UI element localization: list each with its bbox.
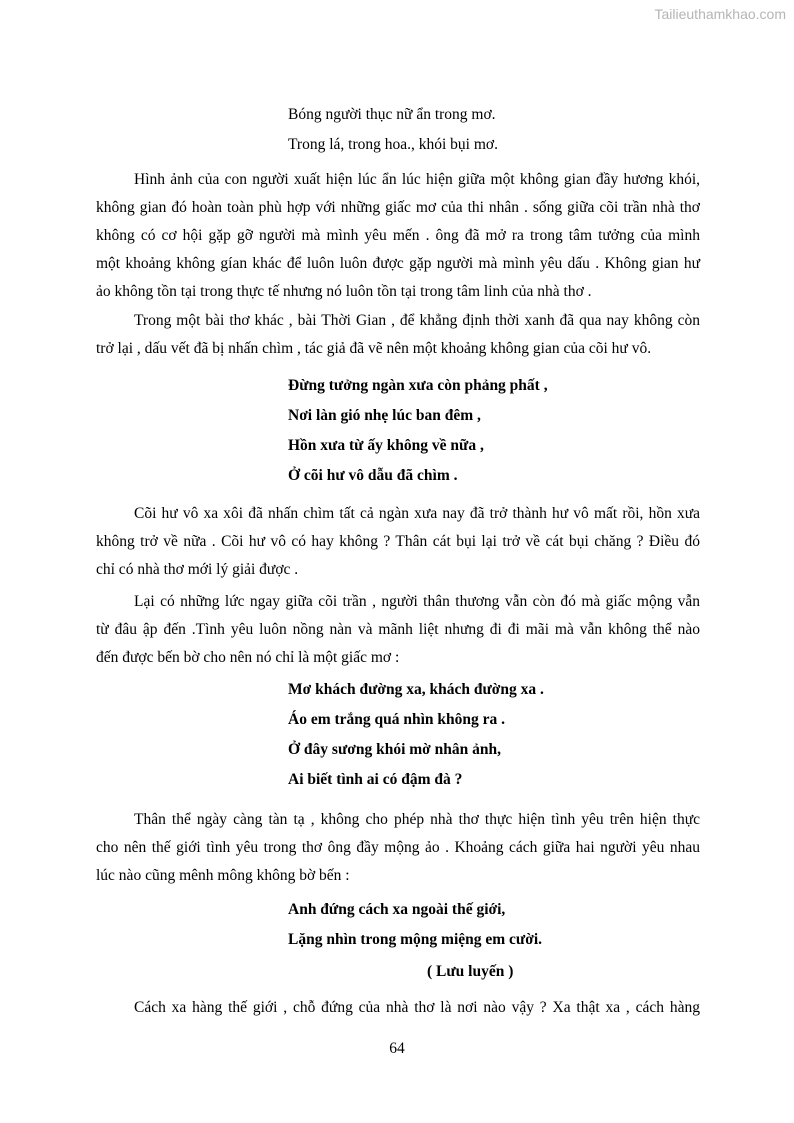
verse-line: Nơi làn gió nhẹ lúc ban đêm ,: [288, 407, 481, 424]
paragraph-line: chỉ có nhà thơ mới lý giải được .: [96, 561, 299, 578]
verse-line: Lặng nhìn trong mộng miệng em cười.: [288, 931, 542, 948]
paragraph-line: trở lại , dấu vết đã bị nhấn chìm , tác giả đã vẽ nên một khoảng không gian của cõi hư vô.: [96, 340, 652, 357]
paragraph-line: không trở về nữa . Cõi hư vô có hay không ? Thân cát bụi lại trở về cát bụi chăng ? Điều đó: [96, 533, 700, 550]
paragraph-line: lúc nào cũng mênh mông không bờ bến :: [96, 867, 350, 884]
paragraph-5: [96, 806, 700, 890]
poem-attribution: ( Lưu luyến ): [427, 963, 514, 980]
paragraph-line: đến được bến bờ cho nên nó chỉ là một giấc mơ :: [96, 649, 400, 666]
paragraph-line: Cõi hư vô xa xôi đã nhấn chìm tất cả ngàn xưa nay đã trở thành hư vô mất rồi, hồn xưa: [134, 505, 700, 522]
paragraph-2: [96, 307, 700, 363]
verse-line: Ở đây sương khói mờ nhân ảnh,: [288, 741, 501, 758]
paragraph-line: Lại có những lức ngay giữa cõi trần , người thân thương vẫn còn đó mà giấc mộng vẫn: [134, 593, 700, 610]
paragraph-line: Hình ảnh của con người xuất hiện lúc ẩn lúc hiện giữa một không gian đầy hương khói,: [134, 171, 700, 188]
verse-line: Ở cõi hư vô dẫu đã chìm .: [288, 467, 458, 484]
verse-line: Bóng người thục nữ ẩn trong mơ.: [288, 106, 496, 123]
paragraph-line: Trong một bài thơ khác , bài Thời Gian , để khẳng định thời xanh đã qua nay không còn: [134, 312, 700, 329]
paragraph-line: ảo không tồn tại trong thực tế nhưng nó luôn tồn tại trong tâm linh của nhà thơ .: [96, 283, 592, 300]
page-number: 64: [389, 1040, 405, 1057]
paragraph-4: [96, 588, 700, 672]
verse-line: Anh đứng cách xa ngoài thế giới,: [288, 901, 506, 918]
verse-line: Áo em trắng quá nhìn không ra .: [288, 711, 506, 728]
paragraph-line: từ đâu ập đến .Tình yêu luôn nồng nàn và mãnh liệt nhưng đi đi mãi mà vẫn không thể nào: [96, 621, 700, 638]
paragraph-line: Cách xa hàng thế giới , chỗ đứng của nhà thơ là nơi nào vậy ? Xa thật xa , cách hàng: [134, 999, 700, 1016]
verse-line: Hồn xưa từ ấy không về nữa ,: [288, 437, 484, 454]
paragraph-6: [96, 994, 700, 1022]
verse-3: [288, 675, 544, 795]
paragraph-line: Thân thể ngày càng tàn tạ , không cho phép nhà thơ thực hiện tình yêu trên hiện thực: [134, 811, 700, 828]
paragraph-line: cho nên thế giới tình yêu trong thơ ông đầy mộng ảo . Khoảng cách giữa hai người yêu nhau: [96, 839, 700, 856]
verse-2: [288, 371, 548, 491]
paragraph-line: một khoảng không gían khác để luôn luôn được gặp người mà mình yêu dấu . Không gian hư: [96, 255, 700, 272]
verse-line: Ai biết tình ai có đậm đà ?: [288, 771, 463, 788]
paragraph-1: [96, 166, 700, 306]
verse-1: [288, 100, 498, 160]
paragraph-line: không có cơ hội gặp gỡ người mà mình yêu mến . ông đã mở ra trong tâm tưởng của mình: [96, 227, 700, 244]
paragraph-line: không gian đó hoàn toàn phù hợp với những giấc mơ của thi nhân . sống giữa cõi trần nhà thơ: [96, 199, 700, 216]
verse-line: Mơ khách đường xa, khách đường xa .: [288, 681, 544, 698]
verse-line: Trong lá, trong hoa., khói bụi mơ.: [288, 136, 498, 153]
verse-line: Đừng tưởng ngàn xưa còn phảng phất ,: [288, 377, 548, 394]
paragraph-3: [96, 500, 700, 584]
watermark: Tailieuthamkhao.com: [654, 6, 786, 22]
verse-4: [288, 895, 542, 955]
